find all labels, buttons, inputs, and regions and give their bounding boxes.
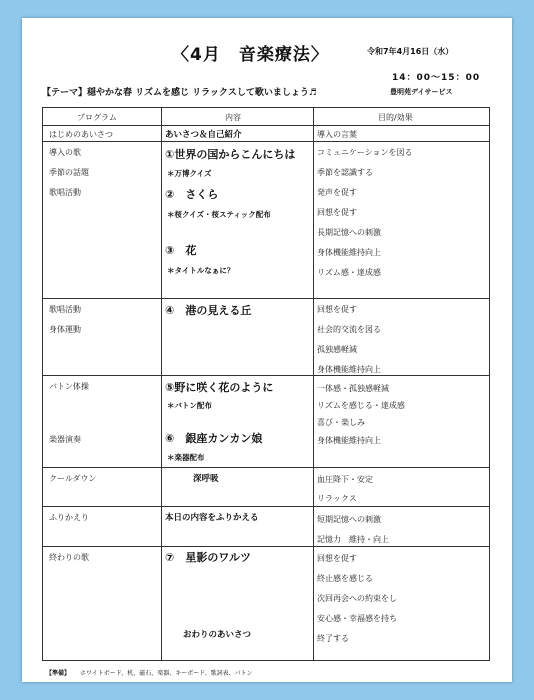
goal-item: 身体機能維持向上 <box>317 365 381 374</box>
preparation-note <box>46 668 253 677</box>
goal-item: 発声を促す <box>317 188 357 197</box>
preparation-items: ホワイトボード、机、磁石、楽器、キーボード、歌詞表、バトン <box>79 670 253 677</box>
page-title: 〈4月 音楽療法〉 <box>172 45 329 65</box>
goal-item: 一体感・孤独感軽減 <box>317 384 389 393</box>
song-title: ⑤野に咲く花のように <box>165 381 274 394</box>
goal-item: 社会的交流を図る <box>317 325 381 334</box>
session-date: 令和7年4月16日（水） <box>367 47 454 56</box>
goal-item: 孤独感軽減 <box>317 345 357 354</box>
row-divider <box>43 141 489 142</box>
goal-item: 短期記憶への刺激 <box>317 515 381 524</box>
goal-item: 喜び・楽しみ <box>317 418 365 427</box>
goal-item: リズムを感じる・達成感 <box>317 401 405 410</box>
program-item: バトン体操 <box>49 382 89 391</box>
column-header-goal: 目的/効果 <box>378 113 413 122</box>
row-divider <box>43 375 489 376</box>
theme-text: 【テーマ】穏やかな春 リズムを感じ リラックスして歌いましょう♬ <box>42 88 317 98</box>
goal-item: リラックス <box>317 494 357 503</box>
session-time: 14：00～15：00 <box>392 73 481 83</box>
program-item: 終わりの歌 <box>49 553 89 562</box>
song-note: ＊バトン配布 <box>167 401 212 410</box>
program-item: 導入の歌 <box>49 148 81 157</box>
goal-intro: 導入の言葉 <box>317 130 357 139</box>
goal-item: 安心感・幸福感を持ち <box>317 614 397 623</box>
song-title: ⑦ 星影のワルツ <box>165 551 251 564</box>
song-title: ④ 港の見える丘 <box>165 304 252 317</box>
content-item: おわりのあいさつ <box>183 630 252 640</box>
goal-item: 記憶力 維持・向上 <box>317 535 389 544</box>
goal-item: 終了する <box>317 634 349 643</box>
row-divider <box>43 298 489 299</box>
row-divider <box>43 506 489 507</box>
row-divider <box>43 546 489 547</box>
goal-item: 身体機能維持向上 <box>317 436 381 445</box>
goal-item: リズム感・達成感 <box>317 268 381 277</box>
song-title: ①世界の国からこんにちは <box>165 148 296 161</box>
goal-item: 回想を促す <box>317 554 357 563</box>
program-intro: はじめのあいさつ <box>49 130 113 139</box>
song-note: ＊桜クイズ・桜スティック配布 <box>167 210 271 219</box>
program-sheet <box>22 18 512 682</box>
program-item: ふりかえり <box>49 513 89 522</box>
column-divider <box>313 108 314 660</box>
song-title: ⑥ 銀座カンカン娘 <box>165 432 263 445</box>
goal-item: 回想を促す <box>317 305 357 314</box>
goal-item: 血圧降下・安定 <box>317 475 373 484</box>
column-header-program: プログラム <box>77 113 117 122</box>
facility-name: 豊明苑デイサービス <box>390 88 453 96</box>
song-title: ③ 花 <box>165 244 197 257</box>
content-item: 深呼吸 <box>193 474 219 484</box>
goal-item: 身体機能維持向上 <box>317 248 381 257</box>
goal-item: 長期記憶への刺激 <box>317 228 381 237</box>
song-title: ② さくら <box>165 188 219 201</box>
program-item: 楽器演奏 <box>49 435 81 444</box>
song-note: ＊タイトルなぁに？ <box>167 266 235 275</box>
goal-item: コミュニケーションを図る <box>317 148 413 157</box>
program-table <box>42 107 490 661</box>
goal-item: 終止感を感じる <box>317 574 373 583</box>
goal-item: 回想を促す <box>317 208 357 217</box>
program-item: 歌唱活動 <box>49 305 81 314</box>
column-divider <box>161 108 162 660</box>
song-note: ＊楽器配布 <box>167 453 205 462</box>
goal-item: 季節を認識する <box>317 168 373 177</box>
program-item: 季節の話題 <box>49 168 89 177</box>
song-note: ＊万博クイズ <box>167 169 212 178</box>
column-header-content: 内容 <box>225 113 241 122</box>
preparation-label: 【準備】 <box>46 670 71 677</box>
content-item: 本日の内容をふりかえる <box>165 513 259 523</box>
row-divider <box>43 125 489 126</box>
program-item: 歌唱活動 <box>49 188 81 197</box>
program-item: 身体運動 <box>49 325 81 334</box>
goal-item: 次回再会への約束をし <box>317 594 397 603</box>
row-divider <box>43 467 489 468</box>
program-item: クールダウン <box>49 474 97 483</box>
content-intro: あいさつ＆自己紹介 <box>165 130 242 140</box>
